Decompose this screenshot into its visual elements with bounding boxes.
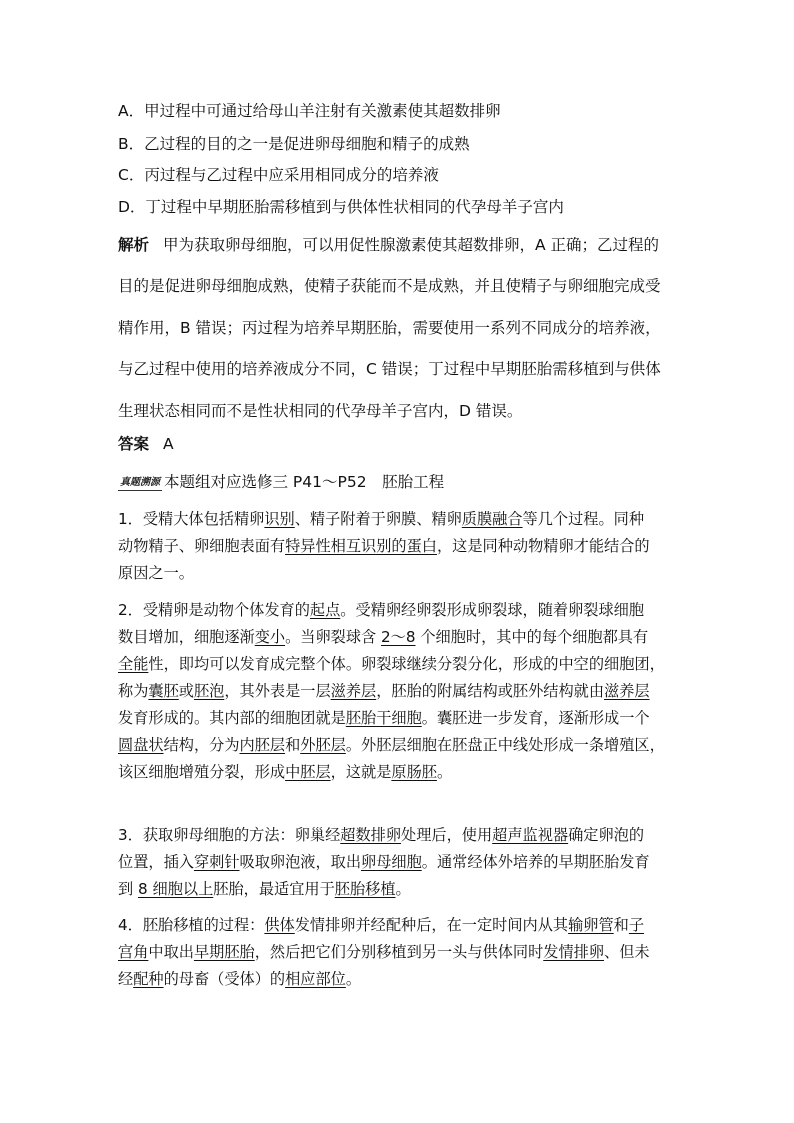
answer bbox=[118, 434, 174, 454]
option-d: D．丁过程中早期胚胎需移植到与供体性状相同的代孕母羊子宫内 bbox=[118, 198, 564, 216]
option-b: B．乙过程的目的之一是促进卵母细胞和精子的成熟 bbox=[118, 135, 470, 153]
text-line bbox=[118, 560, 678, 587]
text-run: 。通常经体外培养的早期胚胎发育 bbox=[421, 853, 650, 871]
text-run: 变小 bbox=[254, 628, 286, 646]
analysis-label: 解析 bbox=[118, 236, 150, 254]
text-run: 等几个过程。同种 bbox=[522, 510, 645, 528]
source-text: 本题组对应选修三 P41～P52 胚胎工程 bbox=[164, 473, 445, 491]
text-run: 数目增加，细胞逐渐 bbox=[118, 628, 255, 646]
text-run: 的母畜（受体）的 bbox=[163, 970, 286, 988]
text-run: 结构，分为 bbox=[163, 736, 240, 754]
text-run: 经 bbox=[118, 970, 134, 988]
text-run: 中胚层 bbox=[285, 763, 331, 781]
text-run: 位置，插入 bbox=[118, 853, 194, 871]
text-run: 中取出 bbox=[148, 943, 194, 961]
text-run: 性，即均可以发育成完整个体。卵裂球继续分裂分化，形成的中空的细胞团， bbox=[148, 655, 665, 673]
text-run: 胚胎移植 bbox=[334, 880, 396, 898]
paragraph-2 bbox=[118, 597, 678, 786]
text-run: 。当卵裂球含 bbox=[285, 628, 382, 646]
analysis-line-2: 目的是促进卵母细胞成熟，使精子获能而不是成熟，并且使精子与卵细胞完成受 bbox=[118, 277, 661, 295]
text-run: 、精子附着于卵膜、精卵 bbox=[294, 510, 462, 528]
text-line bbox=[118, 939, 678, 966]
text-run: 4．胚胎移植的过程： bbox=[118, 916, 265, 934]
text-run: 超声监视器 bbox=[492, 826, 569, 844]
text-line bbox=[118, 624, 678, 651]
text-run: 配种 bbox=[133, 970, 164, 988]
text-run: 胚胎干细胞 bbox=[345, 709, 422, 727]
text-line bbox=[118, 533, 678, 560]
text-run: 1．受精大体包括精卵 bbox=[118, 510, 265, 528]
source-reference bbox=[118, 472, 444, 492]
text-run: 或 bbox=[178, 682, 194, 700]
text-run: 发育形成的。其内部的细胞团就是 bbox=[118, 709, 346, 727]
text-run: 。外胚层细胞在胚盘正中线处形成一条增殖区， bbox=[345, 736, 665, 754]
text-line bbox=[118, 876, 678, 903]
text-run: 。 bbox=[345, 970, 361, 988]
text-run: 胚泡 bbox=[193, 682, 225, 700]
text-run: ，然后把它们分别移植到另一头与供体同时 bbox=[254, 943, 544, 961]
option-a: A．甲过程中可通过给母山羊注射有关激素使其超数排卵 bbox=[118, 102, 501, 120]
text-run: 3．获取卵母细胞的方法：卵巢经 bbox=[118, 826, 341, 844]
paragraph-3 bbox=[118, 822, 678, 903]
text-run: 质膜融合 bbox=[461, 510, 523, 528]
text-run: ，这是同种动物精卵才能结合的 bbox=[436, 537, 650, 555]
text-line bbox=[118, 822, 678, 849]
text-run: 个细胞时，其中的每个细胞都具有 bbox=[415, 628, 649, 646]
text-run: 原肠胚 bbox=[391, 763, 437, 781]
text-run: 相应部位 bbox=[285, 970, 346, 988]
text-run: 胚胎，最适宜用于 bbox=[213, 880, 335, 898]
text-run: 囊胚 bbox=[148, 682, 179, 700]
text-run: 起点 bbox=[309, 601, 341, 619]
text-run: 超数排卵 bbox=[340, 826, 402, 844]
text-run: 子 bbox=[628, 916, 645, 934]
text-line bbox=[118, 506, 678, 533]
text-line bbox=[118, 705, 678, 732]
text-line bbox=[118, 912, 678, 939]
text-run: 处理后，使用 bbox=[401, 826, 493, 844]
text-run: 和 bbox=[285, 736, 301, 754]
text-run: 吸取卵泡液，取出 bbox=[239, 853, 361, 871]
text-run: 滋养层 bbox=[330, 682, 377, 700]
text-run: 发情排卵 bbox=[543, 943, 604, 961]
answer-label: 答案 bbox=[118, 435, 150, 453]
text-run: 8 细胞以上 bbox=[138, 880, 214, 898]
text-run: 。 bbox=[436, 763, 453, 781]
text-run: 滋养层 bbox=[604, 682, 650, 700]
paragraph-1 bbox=[118, 506, 678, 587]
text-run: 宫角 bbox=[118, 943, 149, 961]
answer-value: A bbox=[163, 435, 174, 453]
text-run: 内胚层 bbox=[239, 736, 286, 754]
text-run: 。囊胚进一步发育，逐渐形成一个 bbox=[421, 709, 650, 727]
text-run: 原因之一。 bbox=[118, 564, 194, 582]
text-run: 2～8 bbox=[381, 628, 416, 646]
text-run: 、但未 bbox=[604, 943, 650, 961]
text-line bbox=[118, 678, 678, 705]
text-line bbox=[118, 759, 678, 786]
text-run: 穿刺针 bbox=[193, 853, 240, 871]
text-run: 该区细胞增殖分裂，形成 bbox=[118, 763, 286, 781]
text-run: 2．受精卵是动物个体发育的 bbox=[118, 601, 310, 619]
text-run: 外胚层 bbox=[300, 736, 346, 754]
analysis-line-1 bbox=[118, 235, 676, 255]
text-line bbox=[118, 597, 678, 624]
text-run: 和 bbox=[613, 916, 629, 934]
text-run: ，这就是 bbox=[330, 763, 392, 781]
text-run: 。 bbox=[395, 880, 411, 898]
text-run: 称为 bbox=[118, 682, 149, 700]
text-run: 供体 bbox=[264, 916, 295, 934]
text-run: 发情排卵并经配种后，在一定时间内从其 bbox=[294, 916, 569, 934]
analysis-line-4: 与乙过程中使用的培养液成分不同，C 错误；丁过程中早期胚胎需移植到与供体 bbox=[118, 360, 661, 378]
text-run: 甲为获取卵母细胞，可以用促性腺激素使其超数排卵，A 正确；乙过程的 bbox=[163, 236, 660, 254]
text-run: 确定卵泡的 bbox=[568, 826, 645, 844]
text-line bbox=[118, 732, 678, 759]
analysis-line-3: 精作用，B 错误；丙过程为培养早期胚胎，需要使用一系列不同成分的培养液， bbox=[118, 319, 661, 337]
text-run: ，其外表是一层 bbox=[224, 682, 331, 700]
analysis-line-5: 生理状态相同而不是性状相同的代孕母羊子宫内，D 错误。 bbox=[118, 402, 523, 420]
text-line bbox=[118, 651, 678, 678]
paragraph-4 bbox=[118, 912, 678, 993]
text-line bbox=[118, 849, 678, 876]
option-c: C．丙过程与乙过程中应采用相同成分的培养液 bbox=[118, 166, 439, 184]
text-run: 卵母细胞 bbox=[361, 853, 422, 871]
text-run: 特异性相互识别的蛋白 bbox=[285, 537, 437, 555]
text-run: 动物精子、卵细胞表面有 bbox=[118, 537, 286, 555]
source-tag: 真题溯源 bbox=[118, 477, 162, 491]
text-run: ，胚胎的附属结构或胚外结构就由 bbox=[376, 682, 604, 700]
text-run: 早期胚胎 bbox=[193, 943, 255, 961]
text-run: 全能 bbox=[118, 655, 149, 673]
text-run: 到 bbox=[118, 880, 139, 898]
text-line bbox=[118, 966, 678, 993]
text-run: 。受精卵经卵裂形成卵裂球，随着卵裂球细胞 bbox=[340, 601, 645, 619]
text-run: 输卵管 bbox=[568, 916, 614, 934]
text-run: 圆盘状 bbox=[118, 736, 164, 754]
text-run: 识别 bbox=[264, 510, 295, 528]
